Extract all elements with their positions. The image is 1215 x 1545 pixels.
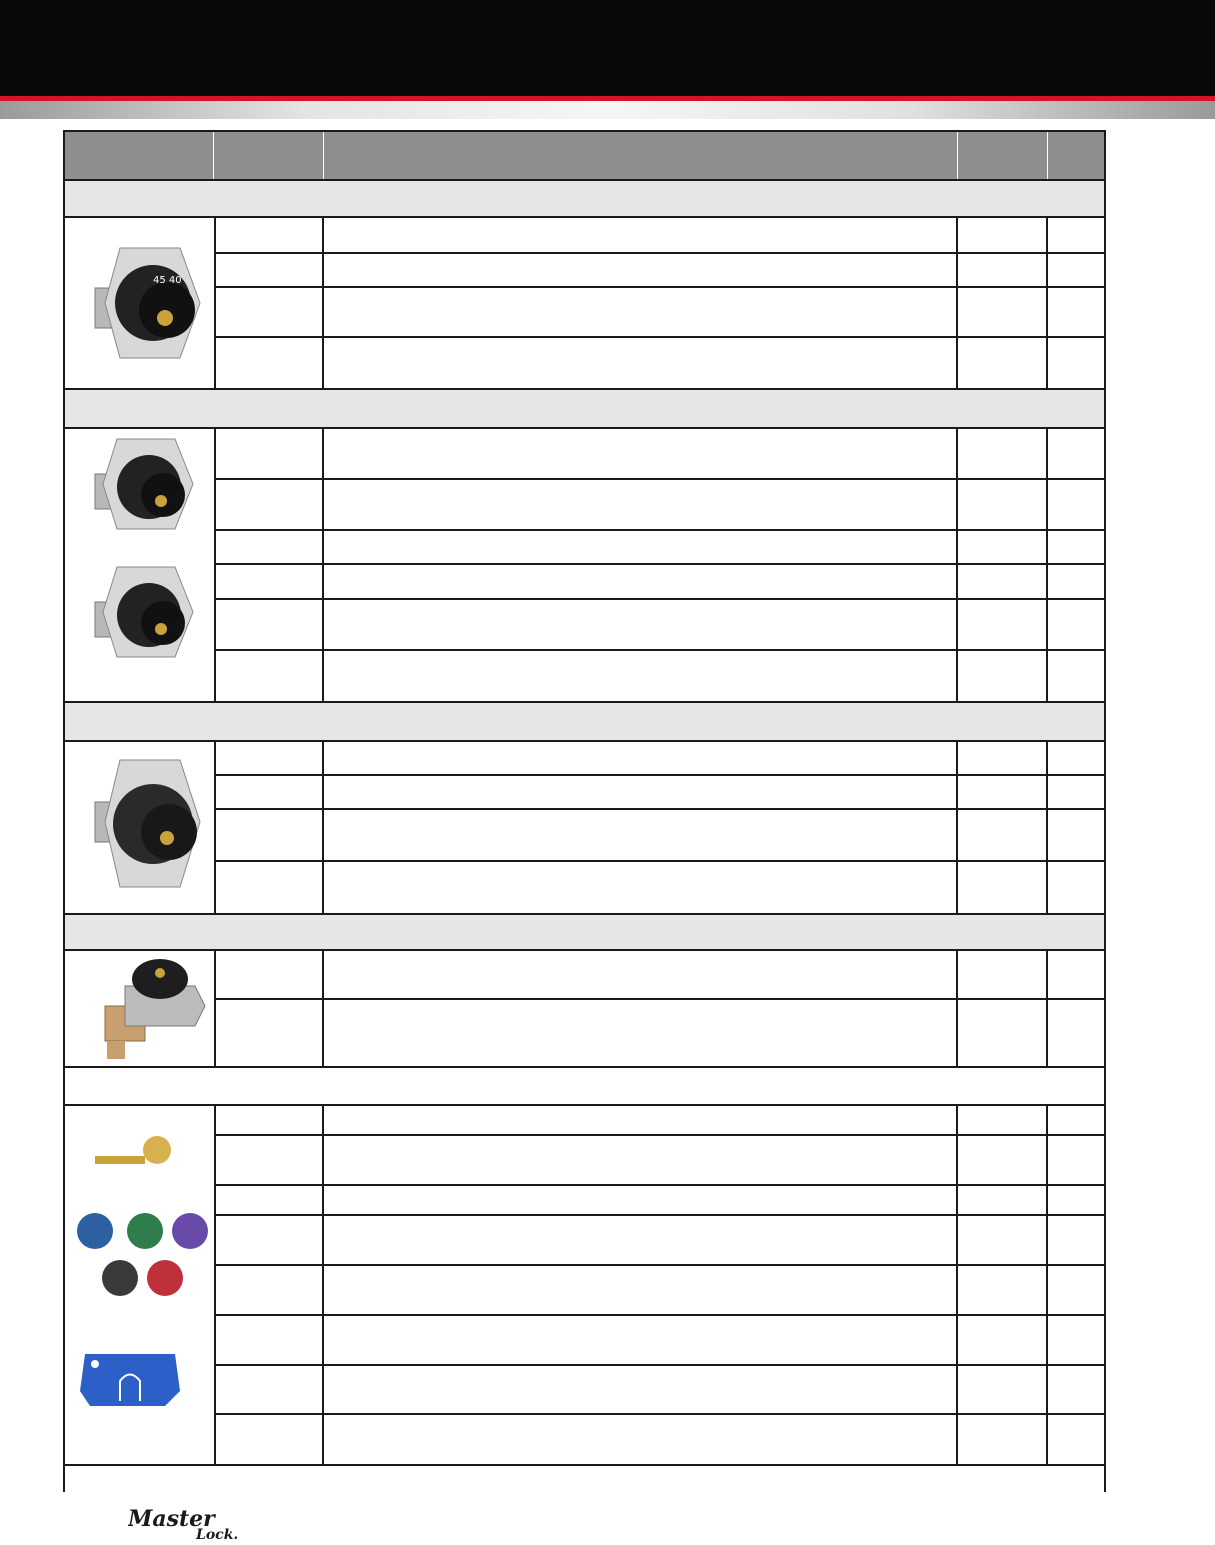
key-icon xyxy=(95,1136,171,1164)
table-row xyxy=(214,776,1104,810)
table-row xyxy=(214,218,1104,254)
top-header-bar xyxy=(0,0,1215,96)
blue-tool-icon xyxy=(80,1354,180,1406)
master-lock-logo-icon xyxy=(128,1506,278,1540)
table-row xyxy=(214,951,1104,1000)
header-col-description xyxy=(324,132,958,179)
table-row xyxy=(214,742,1104,776)
section-1-image xyxy=(65,218,214,388)
table-row xyxy=(214,1136,1104,1186)
table-row xyxy=(214,480,1104,531)
table-footer-row xyxy=(65,1464,1104,1492)
table-row xyxy=(214,531,1104,565)
section-header-5 xyxy=(65,1066,1104,1106)
table-row xyxy=(214,1106,1104,1136)
table-row xyxy=(214,651,1104,701)
table-row xyxy=(214,1186,1104,1216)
header-col-qty xyxy=(1048,132,1104,179)
header-col-image xyxy=(65,132,214,179)
section-2-image xyxy=(65,429,214,701)
table-row xyxy=(214,862,1104,913)
accessories-keys-dials-icon xyxy=(65,1106,214,1464)
combination-lock-black-dial-icon xyxy=(65,218,214,388)
table-row xyxy=(214,1316,1104,1366)
table-row xyxy=(214,1000,1104,1066)
section-header-1 xyxy=(65,179,1104,218)
table-row xyxy=(214,600,1104,651)
combination-lock-glitter-icon xyxy=(65,742,214,913)
svg-text:45 40: 45 40 xyxy=(153,275,182,286)
product-table xyxy=(63,130,1106,1492)
section-header-2 xyxy=(65,388,1104,429)
table-row xyxy=(214,1266,1104,1316)
table-row xyxy=(214,288,1104,338)
table-row xyxy=(214,254,1104,288)
logo-line-2: Lock. xyxy=(196,1527,239,1540)
section-4-image xyxy=(65,951,214,1066)
logo-line-1: Master xyxy=(128,1506,215,1532)
header-col-model xyxy=(214,132,324,179)
combination-lock-pair-icon xyxy=(65,429,214,701)
colored-dial-locks-icon xyxy=(77,1213,208,1296)
section-5-image xyxy=(65,1106,214,1464)
section-header-3 xyxy=(65,701,1104,742)
section-header-4 xyxy=(65,913,1104,951)
table-row xyxy=(214,338,1104,388)
table-row xyxy=(214,565,1104,600)
header-col-price xyxy=(958,132,1048,179)
section-3-image xyxy=(65,742,214,913)
vertical-combination-lock-icon xyxy=(65,951,214,1066)
table-row xyxy=(214,810,1104,862)
table-row xyxy=(214,429,1104,480)
table-row xyxy=(214,1366,1104,1415)
table-row xyxy=(214,1216,1104,1266)
master-lock-logo xyxy=(128,1506,278,1540)
table-header-row xyxy=(65,132,1104,179)
table-row xyxy=(214,1415,1104,1464)
metallic-band xyxy=(0,101,1215,119)
